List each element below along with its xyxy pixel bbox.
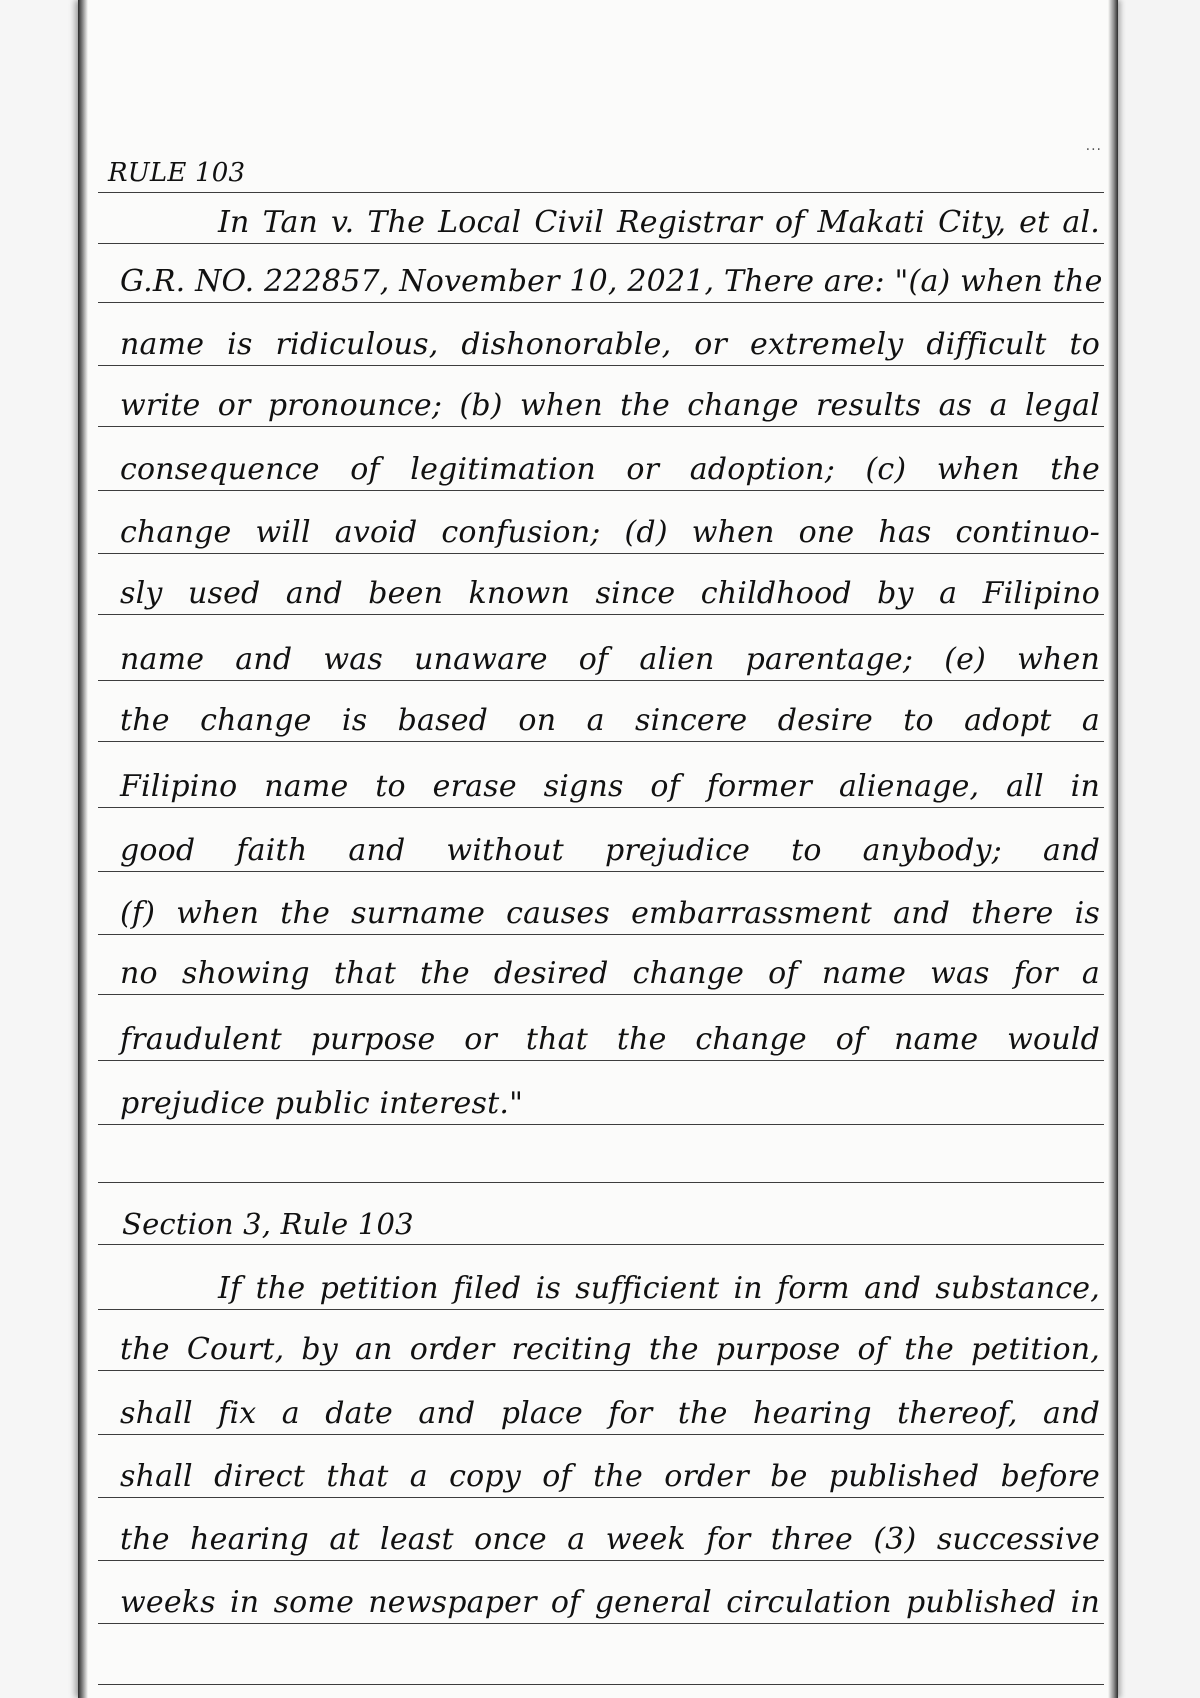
ruled-line: [98, 1182, 1104, 1183]
ruled-line: [98, 934, 1104, 935]
heading-rule-103: RULE 103: [108, 158, 246, 188]
ruled-line: [98, 365, 1104, 366]
paragraph-1-line: consequence of legitimation or adoption; (c) when the: [120, 452, 1100, 487]
ruled-line: [98, 302, 1104, 303]
paragraph-1-line: name and was unaware of alien parentage; (e) when: [120, 642, 1100, 677]
paragraph-2-line: the Court, by an order reciting the purpose of the petition,: [120, 1332, 1100, 1367]
ruled-line: [98, 1623, 1104, 1624]
heading-section-3: Section 3, Rule 103: [122, 1207, 414, 1241]
paragraph-1-line: no showing that the desired change of name was for a: [120, 956, 1100, 991]
ruled-line: [98, 1434, 1104, 1435]
paragraph-1-line: name is ridiculous, dishonorable, or extremely difficult to: [120, 327, 1100, 362]
paragraph-2-line: If the petition filed is sufficient in form and substance,: [218, 1271, 1100, 1306]
paragraph-1-line: good faith and without prejudice to anybody; and: [120, 833, 1100, 868]
paragraph-2-line: the hearing at least once a week for three (3) successive: [120, 1522, 1100, 1557]
ruled-line: [98, 426, 1104, 427]
background-left: [0, 0, 78, 1698]
ruled-line: [98, 243, 1104, 244]
paragraph-1-line: change will avoid confusion; (d) when one has continuo-: [120, 515, 1100, 550]
paragraph-2-line: shall fix a date and place for the hearing thereof, and: [120, 1396, 1100, 1431]
ruled-line: [98, 680, 1104, 681]
ruled-line: [98, 994, 1104, 995]
paragraph-2-line: weeks in some newspaper of general circulation published in: [120, 1585, 1100, 1620]
ruled-line: [98, 1684, 1104, 1685]
paragraph-1-line: prejudice public interest.": [120, 1086, 524, 1121]
paragraph-1-line: G.R. NO. 222857, November 10, 2021, There are: "(a) when the: [120, 264, 1103, 299]
paragraph-2-line: shall direct that a copy of the order be published before: [120, 1459, 1100, 1494]
ruled-line: [98, 553, 1104, 554]
paragraph-1-line: Filipino name to erase signs of former alienage, all in: [120, 769, 1100, 804]
ruled-line: [98, 1560, 1104, 1561]
paragraph-1-line: the change is based on a sincere desire to adopt a: [120, 703, 1100, 738]
paragraph-1-line: write or pronounce; (b) when the change results as a legal: [120, 388, 1100, 423]
ruled-line: [98, 490, 1104, 491]
paragraph-1-line: sly used and been known since childhood by a Filipino: [120, 576, 1100, 611]
paragraph-1-line: fraudulent purpose or that the change of name would: [120, 1022, 1100, 1057]
ruled-line: [98, 807, 1104, 808]
ruled-line: [98, 1244, 1104, 1245]
notebook-page: [78, 0, 1118, 1698]
ruled-line: [98, 1124, 1104, 1125]
ruled-line: [98, 1370, 1104, 1371]
ruled-line: [98, 871, 1104, 872]
ruled-line: [98, 1497, 1104, 1498]
paragraph-1-line: (f) when the surname causes embarrassment and there is: [120, 896, 1100, 931]
corner-mark: ...: [1085, 138, 1102, 154]
ruled-line: [98, 1060, 1104, 1061]
ruled-line: [98, 614, 1104, 615]
ruled-line: [98, 1309, 1104, 1310]
ruled-line: [98, 741, 1104, 742]
paragraph-1-line: In Tan v. The Local Civil Registrar of Makati City, et al.: [218, 205, 1100, 240]
